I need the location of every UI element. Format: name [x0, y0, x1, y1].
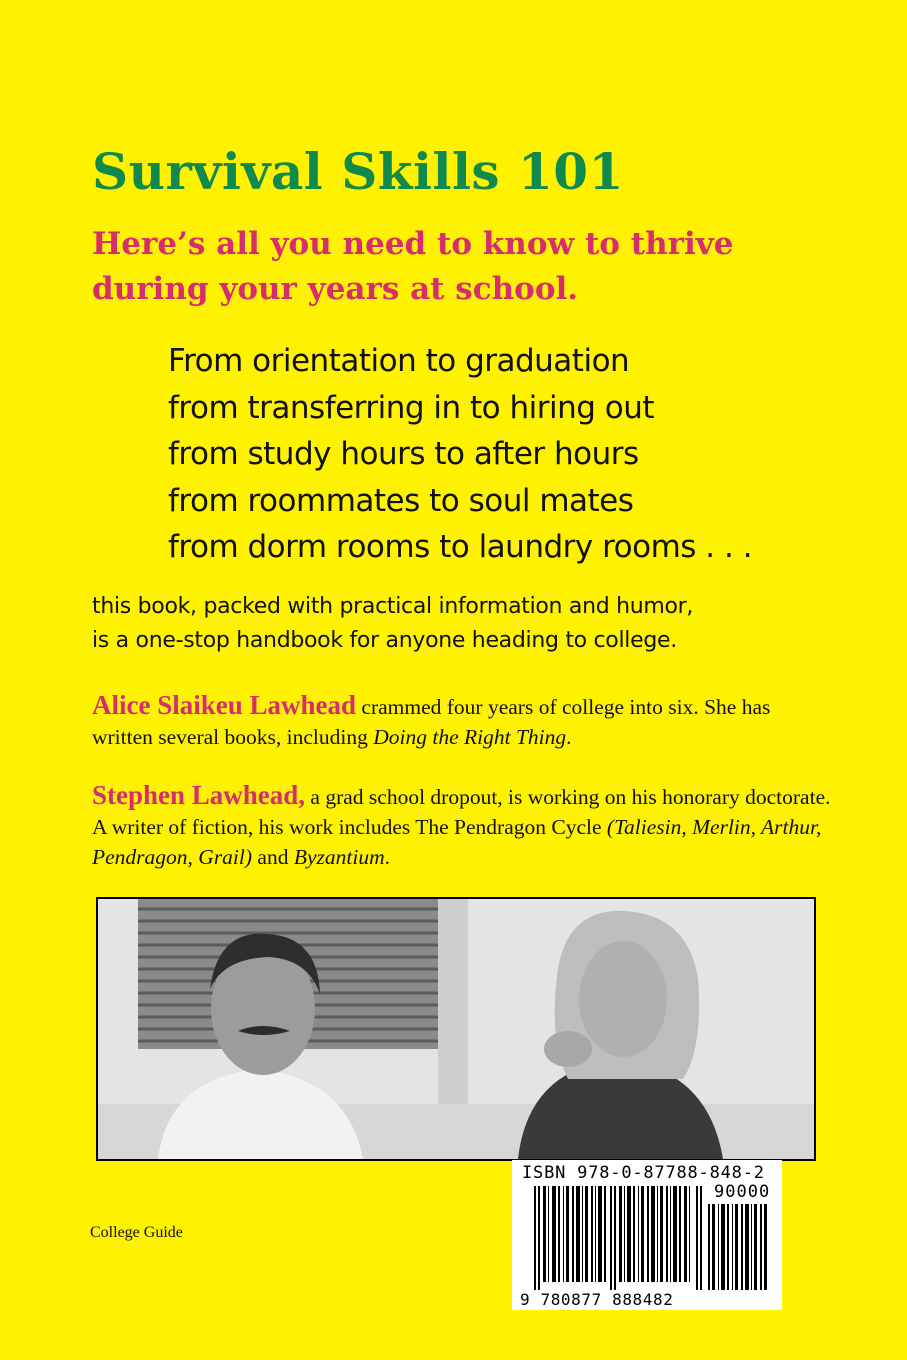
category-label: College Guide — [90, 1224, 183, 1241]
bio-text: a grad school dropout, is working on his honorary doctorate. A writer of fiction, his work includes The Pendragon Cycle — [92, 785, 831, 839]
isbn-number: ISBN 978-0-87788-848-2 — [522, 1163, 765, 1183]
author-name: Stephen Lawhead, — [92, 780, 306, 810]
book-reference: Byzantium — [293, 845, 385, 869]
bio-text: . — [566, 725, 572, 749]
contrast-line: from transferring in to hiring out — [168, 389, 655, 426]
ean-number: 9 780877 888482 — [520, 1290, 674, 1309]
barcode-addon-bars-icon — [708, 1204, 768, 1290]
bio-text: . — [384, 845, 390, 869]
contrast-line: from dorm rooms to laundry rooms . . . — [168, 529, 753, 565]
contrast-line: from study hours to after hours — [168, 436, 639, 472]
isbn-barcode — [512, 1160, 782, 1310]
author-photo — [96, 897, 816, 1161]
contrast-line: From orientation to graduation — [168, 343, 630, 379]
bio-text: and — [252, 845, 294, 869]
book-reference: Doing the Right Thing — [373, 725, 567, 749]
author-name: Alice Slaikeu Lawhead — [92, 690, 357, 720]
barcode-bars-icon — [534, 1186, 702, 1290]
book-summary — [92, 590, 852, 658]
summary-line: is a one-stop handbook for anyone heading to college. — [92, 628, 677, 653]
author-bio-alice — [92, 690, 832, 752]
author-bio-stephen — [92, 780, 832, 872]
barcode-price-code: 90000 — [714, 1182, 771, 1202]
bio-text: crammed four years of college into six. She has written several books, including — [92, 695, 771, 749]
summary-line: this book, packed with practical information and humor, — [92, 594, 694, 619]
book-title: Survival Skills 101 — [92, 142, 624, 201]
contrast-list — [168, 338, 868, 571]
contrast-line: from roommates to soul mates — [168, 482, 634, 519]
book-subtitle: Here’s all you need to know to thrive during your years at school. — [92, 226, 734, 307]
book-reference: (Taliesin, Merlin, Arthur, Pendragon, Grail) — [92, 815, 822, 869]
